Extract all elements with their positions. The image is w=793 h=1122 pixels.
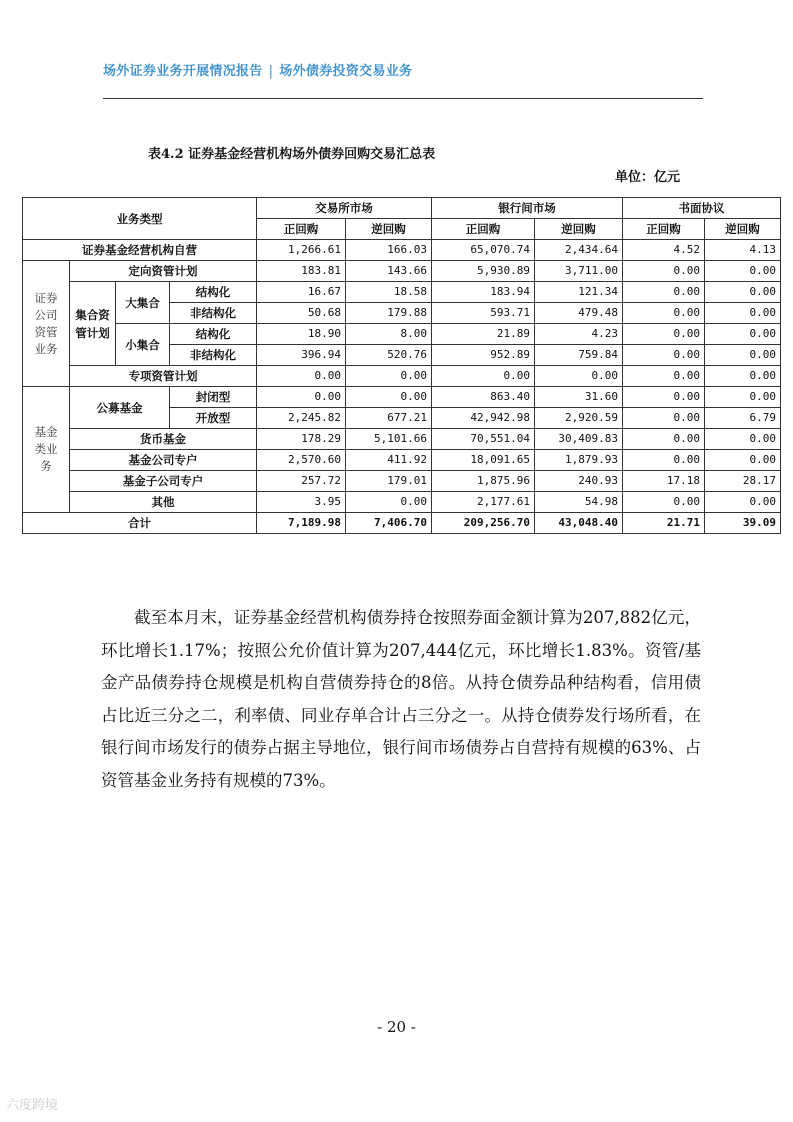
exchange-reverse-header: 逆回购 [346,219,432,240]
row-other [23,492,781,513]
row-label-fund-sub: 基金子公司专户 [70,471,257,492]
value-cell: 42,942.98 [432,408,535,429]
value-cell: 0.00 [346,492,432,513]
value-cell: 5,930.89 [432,261,535,282]
value-cell: 39.09 [705,513,781,534]
row-total [23,513,781,534]
row-proprietary [23,240,781,261]
row-label-total: 合计 [23,513,257,534]
value-cell: 2,920.59 [535,408,623,429]
value-cell: 0.00 [705,303,781,324]
value-cell: 178.29 [257,429,346,450]
value-cell: 520.76 [346,345,432,366]
interbank-repo-header: 正回购 [432,219,535,240]
value-cell: 396.94 [257,345,346,366]
value-cell: 209,256.70 [432,513,535,534]
row-label-fund-company: 基金公司专户 [70,450,257,471]
watermark-logo: 六度跨境 [6,1098,59,1113]
value-cell: 0.00 [623,387,705,408]
value-cell: 18.90 [257,324,346,345]
row-special [23,366,781,387]
collective-label: 集合资管计划 [70,282,116,366]
row-label-other: 其他 [70,492,257,513]
table-unit: 单位：亿元 [615,170,681,185]
value-cell: 50.68 [257,303,346,324]
public-fund-label: 公募基金 [70,387,170,429]
value-cell: 0.00 [705,492,781,513]
repo-summary-table [22,197,781,534]
value-cell: 30,409.83 [535,429,623,450]
value-cell: 7,406.70 [346,513,432,534]
value-cell: 179.88 [346,303,432,324]
row-large-structured [23,282,781,303]
large-collective-label: 大集合 [116,282,170,324]
row-small-structured [23,324,781,345]
value-cell: 0.00 [623,303,705,324]
summary-paragraph [101,602,701,797]
header-separator: | [268,64,274,79]
value-cell: 0.00 [705,429,781,450]
exchange-market-header: 交易所市场 [257,198,432,219]
fund-group-label: 基金类业务 [23,387,70,513]
value-cell: 0.00 [346,387,432,408]
value-cell: 21.89 [432,324,535,345]
value-cell: 952.89 [432,345,535,366]
value-cell: 863.40 [432,387,535,408]
value-cell: 593.71 [432,303,535,324]
value-cell: 4.23 [535,324,623,345]
value-cell: 0.00 [623,261,705,282]
value-cell: 65,070.74 [432,240,535,261]
value-cell: 121.34 [535,282,623,303]
securities-group-label: 证券公司资管业务 [23,261,70,387]
value-cell: 0.00 [705,366,781,387]
written-agreement-header: 书面协议 [623,198,781,219]
row-label-proprietary: 证券基金经营机构自营 [23,240,257,261]
row-fund-company [23,450,781,471]
value-cell: 43,048.40 [535,513,623,534]
value-cell: 1,879.93 [535,450,623,471]
value-cell: 54.98 [535,492,623,513]
value-cell: 0.00 [535,366,623,387]
row-label-large-unstructured: 非结构化 [170,303,257,324]
value-cell: 18,091.65 [432,450,535,471]
value-cell: 0.00 [623,324,705,345]
value-cell: 2,434.64 [535,240,623,261]
value-cell: 0.00 [705,387,781,408]
value-cell: 0.00 [705,324,781,345]
row-label-open: 开放型 [170,408,257,429]
value-cell: 183.81 [257,261,346,282]
value-cell: 0.00 [432,366,535,387]
value-cell: 31.60 [535,387,623,408]
value-cell: 0.00 [705,261,781,282]
table-title: 表4.2 证券基金经营机构场外债券回购交易汇总表 [148,147,436,162]
value-cell: 257.72 [257,471,346,492]
value-cell: 18.58 [346,282,432,303]
header-report-title: 场外证券业务开展情况报告 [103,64,263,79]
business-type-header: 业务类型 [23,198,257,240]
row-label-special: 专项资管计划 [70,366,257,387]
value-cell: 16.67 [257,282,346,303]
value-cell: 1,875.96 [432,471,535,492]
row-label-small-structured: 结构化 [170,324,257,345]
value-cell: 166.03 [346,240,432,261]
value-cell: 28.17 [705,471,781,492]
value-cell: 0.00 [623,408,705,429]
page-number: - 20 - [377,1018,416,1036]
page-header [103,60,412,79]
value-cell: 179.01 [346,471,432,492]
value-cell: 7,189.98 [257,513,346,534]
value-cell: 759.84 [535,345,623,366]
value-cell: 0.00 [705,345,781,366]
value-cell: 143.66 [346,261,432,282]
value-cell: 70,551.04 [432,429,535,450]
interbank-market-header: 银行间市场 [432,198,623,219]
value-cell: 17.18 [623,471,705,492]
row-targeted [23,261,781,282]
written-repo-header: 正回购 [623,219,705,240]
value-cell: 411.92 [346,450,432,471]
exchange-repo-header: 正回购 [257,219,346,240]
value-cell: 0.00 [623,345,705,366]
value-cell: 21.71 [623,513,705,534]
value-cell: 2,177.61 [432,492,535,513]
written-reverse-header: 逆回购 [705,219,781,240]
value-cell: 0.00 [623,492,705,513]
value-cell: 5,101.66 [346,429,432,450]
interbank-reverse-header: 逆回购 [535,219,623,240]
value-cell: 183.94 [432,282,535,303]
row-money [23,429,781,450]
row-label-money: 货币基金 [70,429,257,450]
row-fund-sub [23,471,781,492]
row-label-closed: 封闭型 [170,387,257,408]
value-cell: 0.00 [705,450,781,471]
value-cell: 0.00 [257,366,346,387]
small-collective-label: 小集合 [116,324,170,366]
row-label-large-structured: 结构化 [170,282,257,303]
header-row-1 [23,198,781,219]
value-cell: 6.79 [705,408,781,429]
value-cell: 0.00 [257,387,346,408]
value-cell: 2,245.82 [257,408,346,429]
value-cell: 0.00 [346,366,432,387]
row-label-targeted: 定向资管计划 [70,261,257,282]
value-cell: 479.48 [535,303,623,324]
value-cell: 240.93 [535,471,623,492]
value-cell: 3,711.00 [535,261,623,282]
value-cell: 1,266.61 [257,240,346,261]
value-cell: 677.21 [346,408,432,429]
value-cell: 0.00 [623,429,705,450]
header-section-title: 场外债券投资交易业务 [279,64,413,79]
row-label-small-unstructured: 非结构化 [170,345,257,366]
value-cell: 4.52 [623,240,705,261]
value-cell: 4.13 [705,240,781,261]
summary-text: 截至本月末，证券基金经营机构债券持仓按照券面金额计算为207,882亿元，环比增长1.17%；按照公允价值计算为207,444亿元，环比增长1.83%。资管/基金产品债券持仓规模是机构自营债券持仓的8倍。从持仓债券品种结构看，信用债占比近三分之二，利率债、同业存单合计占三分之一。从持仓债券发行场所看，在银行间市场发行的债券占据主导地位，银行间市场债券占自营持有规模的63%、占资管基金业务持有规模的73%。 [101,608,701,790]
row-closed [23,387,781,408]
header-divider [103,98,703,99]
value-cell: 3.95 [257,492,346,513]
value-cell: 2,570.60 [257,450,346,471]
value-cell: 8.00 [346,324,432,345]
value-cell: 0.00 [705,282,781,303]
value-cell: 0.00 [623,366,705,387]
value-cell: 0.00 [623,450,705,471]
value-cell: 0.00 [623,282,705,303]
